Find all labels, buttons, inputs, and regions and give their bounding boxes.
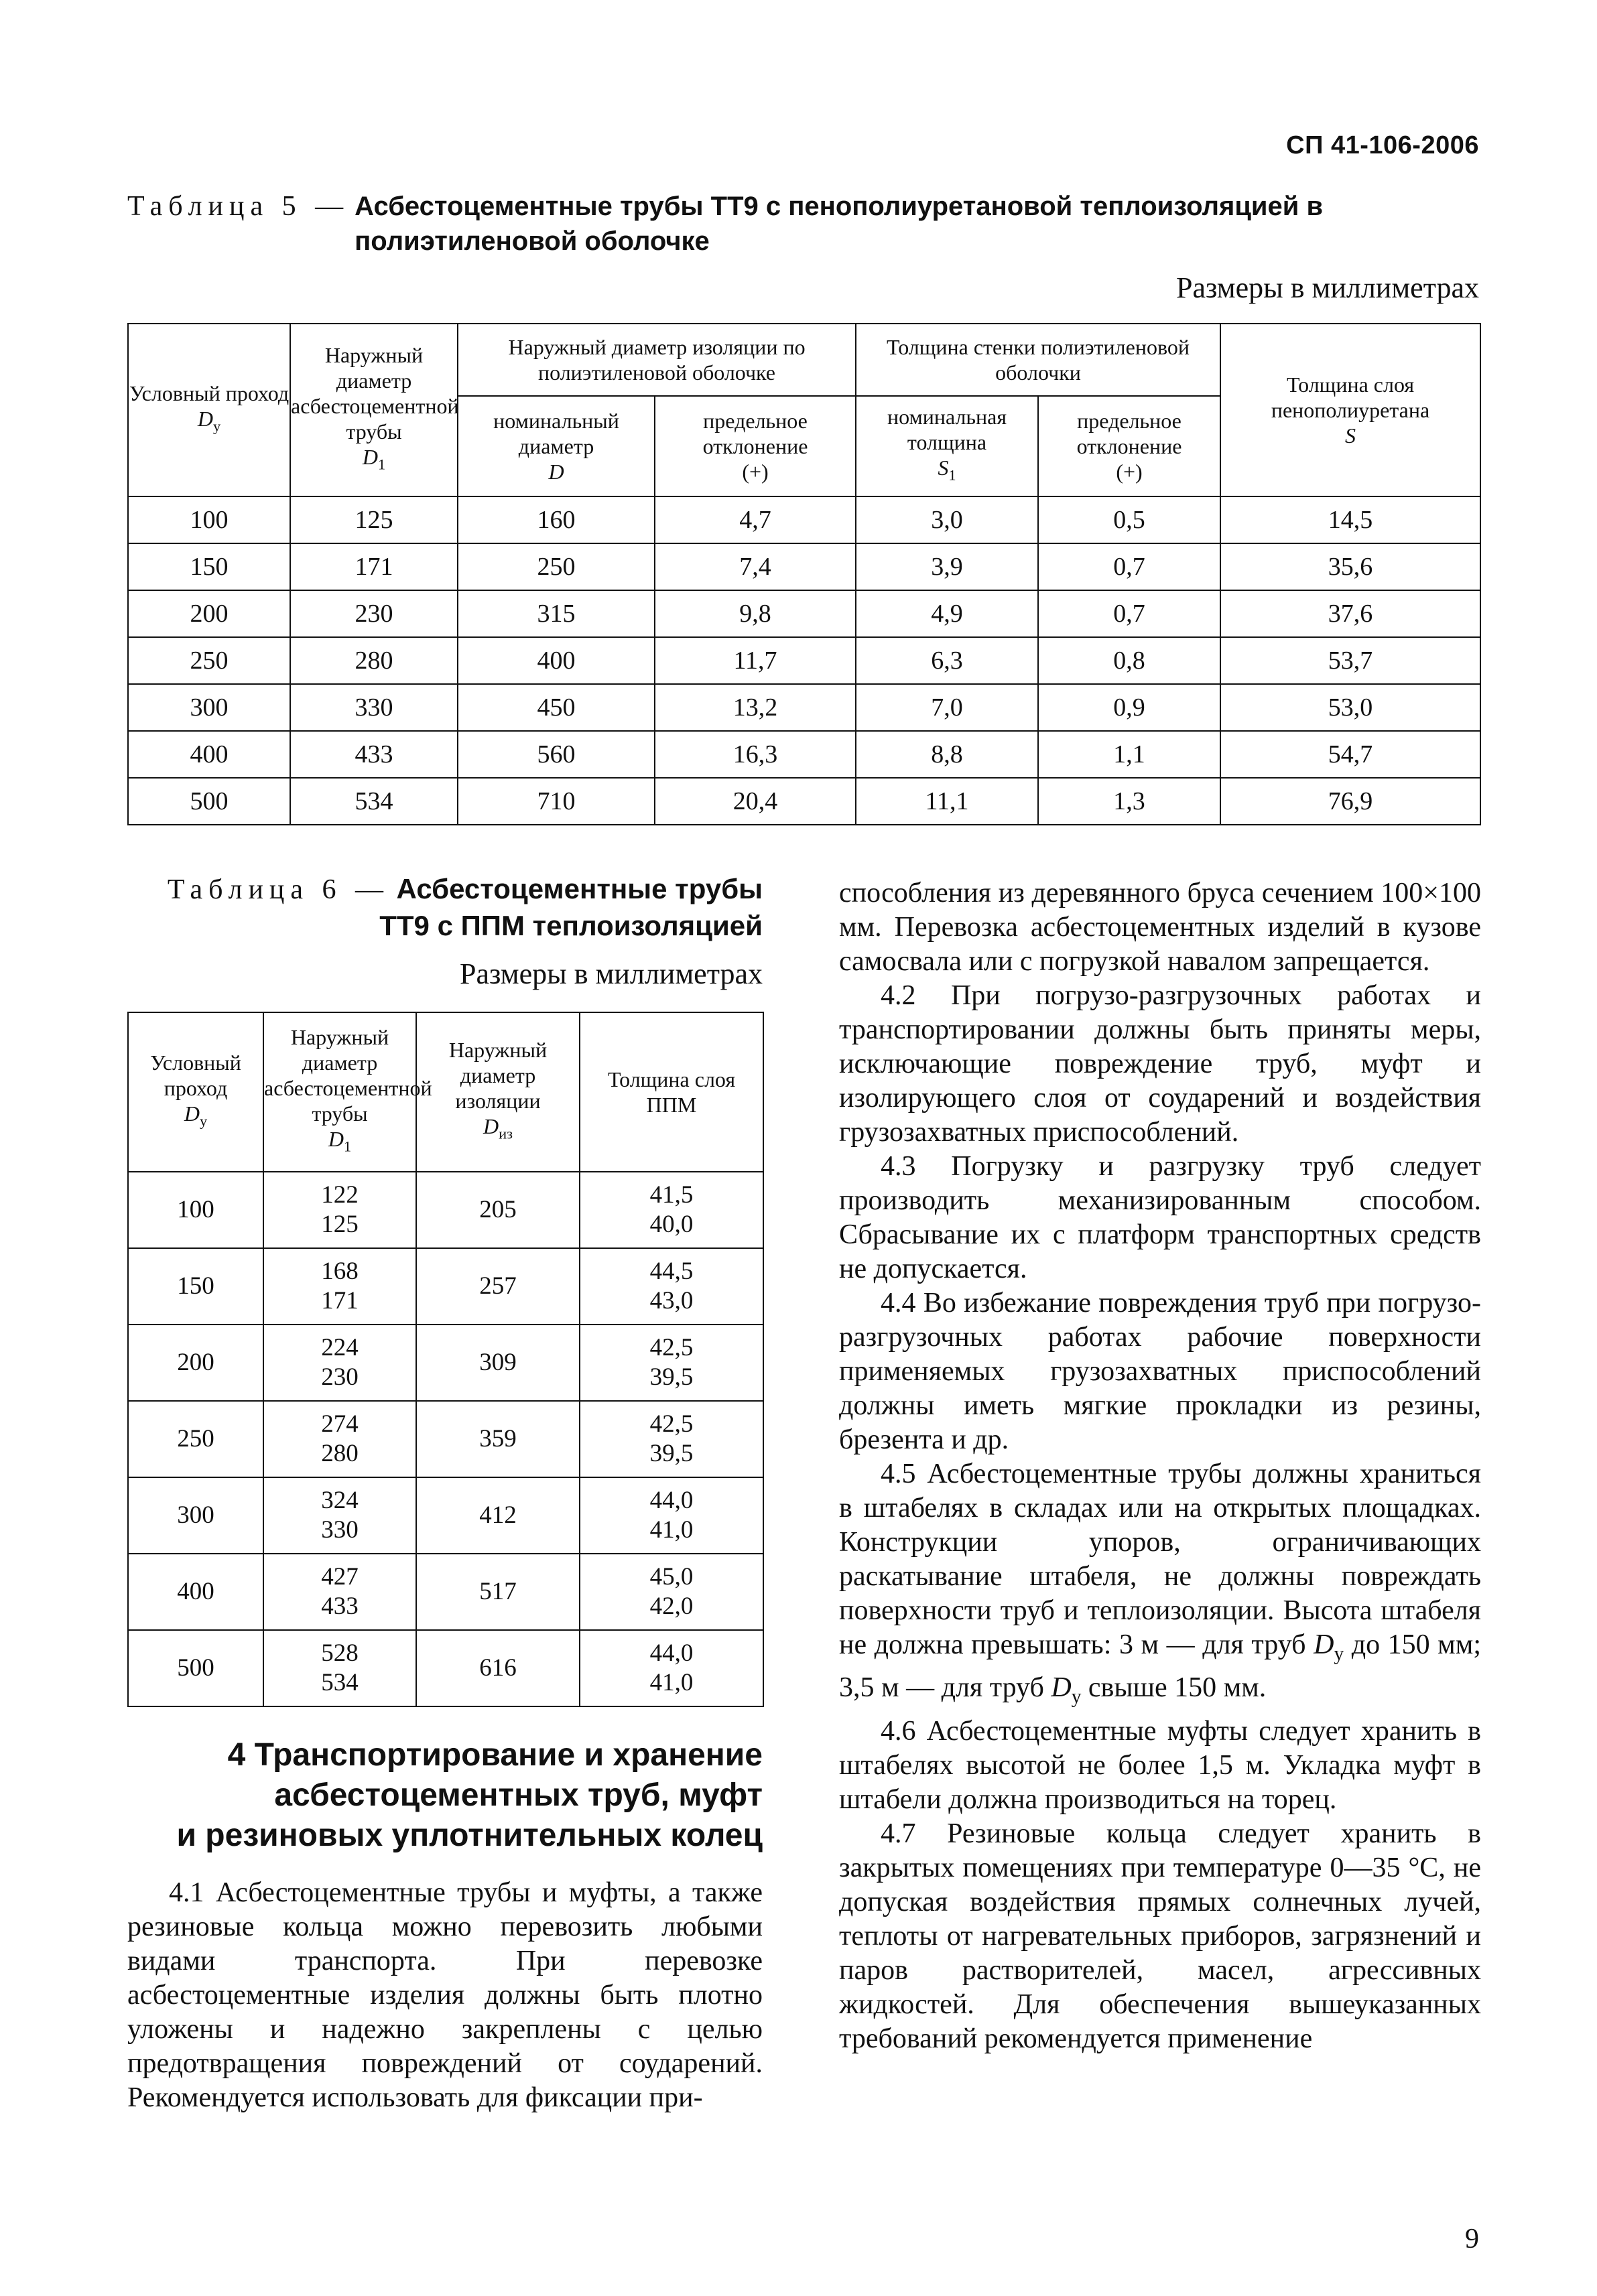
table-cell: 3,9	[856, 543, 1038, 590]
table5-title: Асбестоцементные трубы ТТ9 с пенополиуретановой теплоизоляцией в полиэтиленовой оболочке	[355, 192, 1324, 256]
table-cell: 412	[416, 1477, 580, 1554]
table-cell: 13,2	[655, 684, 856, 731]
table-cell	[580, 1248, 763, 1325]
cell-value: 42,5	[649, 1334, 694, 1361]
t6-header-diz: Наружный диаметр изоляции $D_{из}$	[416, 1012, 580, 1172]
table-cell: 309	[416, 1325, 580, 1401]
cell-value: 274	[321, 1410, 359, 1438]
cell-value: 224	[321, 1334, 359, 1361]
table5-caption	[127, 189, 1481, 259]
paragraph-4-3: 4.3 Погрузку и разгрузку труб следует производить механизированным способом. Сбрасывание их с платформ транспортных средств не допускается.	[839, 1151, 1481, 1284]
table-row	[128, 1554, 763, 1630]
cell-value: 534	[321, 1669, 359, 1696]
table-cell: 560	[458, 731, 655, 778]
table-cell: 230	[290, 590, 458, 637]
table6-units: Размеры в миллиметрах	[460, 957, 763, 990]
table-cell: 300	[128, 1477, 263, 1554]
table-cell: 11,1	[856, 778, 1038, 825]
table-cell: 54,7	[1220, 731, 1480, 778]
t5-header-iso-nom: номинальный диаметр D	[458, 396, 655, 496]
table-cell: 400	[128, 731, 290, 778]
table-row	[128, 731, 1480, 778]
table-row	[128, 496, 1480, 543]
table6	[127, 1012, 764, 1707]
table-cell: 433	[290, 731, 458, 778]
table-cell	[580, 1630, 763, 1706]
table-cell: 150	[128, 1248, 263, 1325]
table-cell	[263, 1477, 416, 1554]
table-cell: 280	[290, 637, 458, 684]
paragraph-4-1-continued: способления из деревянного бруса сечением 100×100 мм. Перевозка асбестоцементных изделий в кузове самосвала или с погрузкой навалом запрещается.	[839, 878, 1481, 977]
cell-value: 324	[321, 1487, 359, 1514]
paragraph-4-1: 4.1 Асбестоцементные трубы и муфты, а также резиновые кольца можно перевозить любыми видами транспорта. При перевозке асбестоцементные изделия должны быть плотно уложены и надежно закреплены с целью предотвращения повреждений от соударений. Рекомендуется использовать для фиксации при-	[127, 1877, 763, 2113]
table-cell: 76,9	[1220, 778, 1480, 825]
table-cell: 0,5	[1038, 496, 1220, 543]
table-cell	[263, 1401, 416, 1477]
cell-value: 39,5	[649, 1440, 694, 1467]
table-cell: 6,3	[856, 637, 1038, 684]
table-row	[128, 684, 1480, 731]
cell-value: 40,0	[649, 1211, 694, 1238]
t5-header-wall-nom: номинальная толщина $S_1$	[856, 396, 1038, 496]
table-cell	[263, 1248, 416, 1325]
page-number: 9	[1465, 2224, 1479, 2254]
table6-label: Таблица 6 —	[167, 874, 390, 905]
table-row	[128, 590, 1480, 637]
cell-value: 125	[321, 1211, 359, 1238]
table-row	[128, 543, 1480, 590]
table-row	[128, 1325, 763, 1401]
cell-value: 528	[321, 1639, 359, 1667]
table5-units: Размеры в миллиметрах	[1176, 271, 1479, 304]
table-cell	[580, 1554, 763, 1630]
table-cell: 200	[128, 1325, 263, 1401]
paragraph-4-2: 4.2 При погрузо-разгрузочных работах и транспортировании должны быть приняты меры, исключающие повреждение труб, муфт и изолирующего слоя от соударений и воздействия грузозахватных приспособлений.	[839, 980, 1481, 1148]
table-cell: 400	[128, 1554, 263, 1630]
right-column-text	[839, 876, 1481, 2056]
table-cell: 14,5	[1220, 496, 1480, 543]
table-cell	[263, 1554, 416, 1630]
cell-value: 330	[321, 1516, 359, 1544]
cell-value: 41,5	[649, 1181, 694, 1209]
cell-value: 43,0	[649, 1287, 694, 1314]
table-row	[128, 1477, 763, 1554]
cell-value: 168	[321, 1258, 359, 1285]
section-4-heading: 4 Транспортирование и хранение асбестоцементных труб, муфт и резиновых уплотнительных колец	[176, 1737, 763, 1853]
table-cell: 250	[128, 637, 290, 684]
table-cell: 125	[290, 496, 458, 543]
table-cell: 300	[128, 684, 290, 731]
table-cell: 616	[416, 1630, 580, 1706]
table-cell	[580, 1477, 763, 1554]
cell-value: 427	[321, 1563, 359, 1591]
table-cell	[580, 1325, 763, 1401]
paragraph-4-6: 4.6 Асбестоцементные муфты следует хранить в штабелях высотой не более 1,5 м. Укладка муфт в штабели должна производиться на торец.	[839, 1715, 1481, 1815]
table-row	[128, 1248, 763, 1325]
table-cell	[263, 1172, 416, 1248]
table-cell: 359	[416, 1401, 580, 1477]
table-cell: 8,8	[856, 731, 1038, 778]
left-column-text	[127, 1876, 763, 2115]
table-row	[128, 1630, 763, 1706]
table-cell: 517	[416, 1554, 580, 1630]
paragraph-4-7: 4.7 Резиновые кольца следует хранить в закрытых помещениях при температуре 0—35 °С, не допуская воздействия прямых солнечных лучей, теплоты от нагревательных приборов, загрязнений и паров растворителей, масел, агрессивных жидкостей. Для обеспечения вышеуказанных требований рекомендуется применение	[839, 1818, 1481, 2054]
table-cell: 9,8	[655, 590, 856, 637]
cell-value: 171	[321, 1287, 359, 1314]
table-cell: 1,1	[1038, 731, 1220, 778]
t6-header-dy: Условный проход $D_у$	[128, 1012, 263, 1172]
table-cell: 250	[458, 543, 655, 590]
t5-header-wall-group: Толщина стенки полиэтиленовой оболочки	[856, 324, 1220, 396]
t5-header-iso-group: Наружный диаметр изоляции по полиэтиленовой оболочке	[458, 324, 856, 396]
table-cell	[580, 1401, 763, 1477]
t6-header-ppm: Толщина слоя ППМ	[580, 1012, 763, 1172]
cell-value: 42,0	[649, 1593, 694, 1620]
table-row	[128, 778, 1480, 825]
table-cell: 160	[458, 496, 655, 543]
table-row	[128, 1401, 763, 1477]
table-cell: 205	[416, 1172, 580, 1248]
table6-title-line1: Асбестоцементные трубы	[396, 873, 763, 904]
paragraph-4-4: 4.4 Во избежание повреждения труб при погрузо-разгрузочных работах рабочие поверхности применяемых грузозахватных приспособлений должны иметь мягкие прокладки из резины, брезента и др.	[839, 1288, 1481, 1455]
table-cell: 200	[128, 590, 290, 637]
t6-header-d1: Наружный диаметр асбестоцементной трубы $D_1$	[263, 1012, 416, 1172]
cell-value: 39,5	[649, 1363, 694, 1391]
table-cell: 257	[416, 1248, 580, 1325]
table-cell: 150	[128, 543, 290, 590]
table-cell: 534	[290, 778, 458, 825]
table5	[127, 323, 1481, 825]
table-cell: 0,7	[1038, 590, 1220, 637]
table-cell: 171	[290, 543, 458, 590]
table-cell: 400	[458, 637, 655, 684]
table-cell: 0,9	[1038, 684, 1220, 731]
t5-header-wall-dev: предельное отклонение (+)	[1038, 396, 1220, 496]
table-cell: 0,7	[1038, 543, 1220, 590]
table-cell	[580, 1172, 763, 1248]
cell-value: 122	[321, 1181, 359, 1209]
table-cell: 4,7	[655, 496, 856, 543]
table-row	[128, 1172, 763, 1248]
cell-value: 230	[321, 1363, 359, 1391]
table6-caption	[127, 871, 763, 944]
cell-value: 44,0	[649, 1487, 694, 1514]
t5-header-dy: Условный проход $D_у$	[128, 324, 290, 496]
table-cell: 35,6	[1220, 543, 1480, 590]
table-cell: 330	[290, 684, 458, 731]
table-cell	[263, 1325, 416, 1401]
table-cell: 315	[458, 590, 655, 637]
cell-value: 41,0	[649, 1516, 694, 1544]
cell-value: 280	[321, 1440, 359, 1467]
table-cell: 4,9	[856, 590, 1038, 637]
cell-value: 44,0	[649, 1639, 694, 1667]
table-cell: 11,7	[655, 637, 856, 684]
table-cell: 16,3	[655, 731, 856, 778]
paragraph-4-5: 4.5 Асбестоцементные трубы должны храниться в штабелях в складах или на открытых площадках. Конструкции упоров, ограничивающих раскатывание штабеля, не должны повреждать поверхности труб и теплоизоляции. Высота штабеля не должна превышать: 3 м — для труб $D_у$ до 150 мм; 3,5 м — для труб $D_у$ свыше 150 мм.	[839, 1459, 1482, 1708]
table-cell: 7,0	[856, 684, 1038, 731]
t5-header-iso-dev: предельное отклонение (+)	[655, 396, 856, 496]
table-cell: 53,7	[1220, 637, 1480, 684]
document-code: СП 41-106-2006	[1286, 131, 1479, 159]
table-cell: 53,0	[1220, 684, 1480, 731]
table-cell: 710	[458, 778, 655, 825]
cell-value: 42,5	[649, 1410, 694, 1438]
table-cell: 0,8	[1038, 637, 1220, 684]
t5-header-d1: Наружный диаметр асбестоцементной трубы $D_1$	[290, 324, 458, 496]
table6-title-line2: ТТ9 с ППМ теплоизоляцией	[379, 910, 763, 941]
table-cell: 1,3	[1038, 778, 1220, 825]
table-cell: 37,6	[1220, 590, 1480, 637]
table-cell: 500	[128, 778, 290, 825]
table-cell: 450	[458, 684, 655, 731]
table-cell: 500	[128, 1630, 263, 1706]
table5-label: Таблица 5 —	[127, 191, 350, 222]
table-cell: 20,4	[655, 778, 856, 825]
table-cell	[263, 1630, 416, 1706]
table-cell: 3,0	[856, 496, 1038, 543]
table-cell: 100	[128, 496, 290, 543]
t5-header-ppu: Толщина слоя пенополиуретана S	[1220, 324, 1480, 496]
table-cell: 250	[128, 1401, 263, 1477]
table-row	[128, 637, 1480, 684]
cell-value: 41,0	[649, 1669, 694, 1696]
table-cell: 7,4	[655, 543, 856, 590]
cell-value: 45,0	[649, 1563, 694, 1591]
table-cell: 100	[128, 1172, 263, 1248]
cell-value: 44,5	[649, 1258, 694, 1285]
cell-value: 433	[321, 1593, 359, 1620]
